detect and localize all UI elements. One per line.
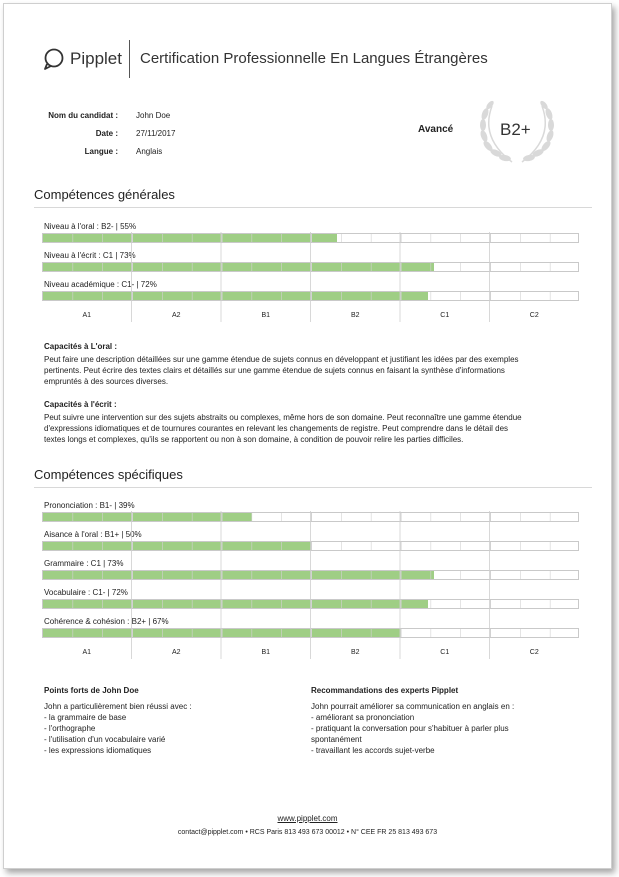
specific-axis-label: B2 [350, 649, 360, 656]
general-level-dividers [42, 222, 579, 322]
oral-capacity-title: Capacités à L'oral : [44, 342, 118, 351]
header-divider [129, 40, 130, 78]
specific-axis-label: A2 [171, 649, 181, 656]
general-bar-label: Niveau académique : C1- | 72% [44, 280, 157, 289]
specific-bar-label: Grammaire : C1 | 73% [44, 559, 124, 568]
strength-line: - l'utilisation d'un vocabulaire varié [44, 735, 166, 744]
general-axis-label: B2 [350, 312, 360, 319]
general-section-title: Compétences générales [34, 187, 175, 202]
level-badge: B2+ [500, 120, 531, 139]
candidate-name-label: Nom du candidat : [48, 111, 118, 120]
strengths-list [44, 701, 192, 756]
oral-line: empruntés à des sources diverses. [44, 377, 169, 386]
specific-axis-label: A1 [82, 649, 92, 656]
general-axis-labels [42, 312, 579, 322]
certificate-page [3, 3, 612, 869]
general-section-rule [34, 207, 592, 208]
recommendation-line: - pratiquant la conversation pour s'habituer à parler plus [311, 724, 509, 733]
language-label: Langue : [84, 147, 118, 156]
recommendation-line: spontanément [311, 735, 362, 744]
specific-bar-label: Prononciation : B1- | 39% [44, 501, 135, 510]
logo-text: Pipplet [70, 49, 122, 68]
footer-legal-text: contact@pipplet.com • RCS Paris 813 493 673 00012 • N° CEE FR 25 813 493 673 [177, 829, 438, 836]
language-value: Anglais [136, 147, 163, 156]
general-axis-label: C1 [440, 312, 450, 319]
speech-bubble-icon [42, 47, 66, 71]
recommendation-line: - travaillant les accords sujet-verbe [311, 746, 435, 755]
recommendation-line: John pourrait améliorer sa communication en anglais en : [311, 702, 515, 711]
written-capacity-text [44, 412, 584, 445]
strength-line: John a particulièrement bien réussi avec : [44, 702, 192, 711]
strength-line: - la grammaire de base [44, 713, 127, 722]
general-bar-label: Niveau à l'écrit : C1 | 73% [44, 251, 136, 260]
level-name: Avancé [418, 124, 454, 135]
general-axis-label: B1 [261, 312, 271, 319]
specific-bar-label: Cohérence & cohésion : B2+ | 67% [44, 617, 169, 626]
written-line: Peut suivre une intervention sur des sujets abstraits ou complexes, même hors de son domaine. Peut reconnaître une gamme étendue [44, 413, 522, 422]
candidate-name-value: John Doe [136, 111, 171, 120]
general-axis-label: C2 [529, 312, 539, 319]
written-line: textes longs et complexes, qu'ils se rapportent ou non à son domaine, à condition de pouvoir relire les parties difficiles. [44, 435, 464, 444]
oral-line: pertinents. Peut écrire des textes clairs et détaillés sur une gamme étendue de sujets connus en faisant la synthèse d'informations [44, 366, 505, 375]
specific-axis-labels [42, 649, 579, 659]
specific-section-rule [34, 487, 592, 488]
date-value: 27/11/2017 [136, 129, 176, 138]
specific-bar-label: Vocabulaire : C1- | 72% [44, 588, 128, 597]
general-axis-label: A2 [171, 312, 181, 319]
recommendation-line: - améliorant sa prononciation [311, 713, 415, 722]
specific-axis-label: C1 [440, 649, 450, 656]
website-link[interactable]: www.pipplet.com [277, 814, 338, 823]
page-title: Certification Professionnelle En Langues Étrangères [140, 50, 488, 67]
written-capacity-title: Capacités à l'écrit : [44, 400, 117, 409]
date-label: Date : [95, 129, 118, 138]
written-line: d'expressions idiomatiques et de tournures courantes en relevant les changements de registre. Peut comprendre dans le détail des [44, 424, 509, 433]
specific-axis-label: B1 [261, 649, 271, 656]
recommendations-list [311, 701, 514, 756]
specific-axis-label: C2 [529, 649, 539, 656]
strengths-title: Points forts de John Doe [44, 686, 139, 695]
general-bar-label: Niveau à l'oral : B2- | 55% [44, 222, 137, 231]
recommendations-title: Recommandations des experts Pipplet [311, 686, 459, 695]
oral-capacity-text [44, 354, 584, 387]
strength-line: - les expressions idiomatiques [44, 746, 152, 755]
oral-line: Peut faire une description détaillées sur une gamme étendue de sujets connus en développant et justifiant les idées par des exemples [44, 355, 519, 364]
specific-level-dividers [42, 501, 579, 659]
general-axis-label: A1 [82, 312, 92, 319]
specific-bar-label: Aisance à l'oral : B1+ | 50% [44, 530, 142, 539]
specific-section-title: Compétences spécifiques [34, 467, 183, 482]
strength-line: - l'orthographe [44, 724, 96, 733]
